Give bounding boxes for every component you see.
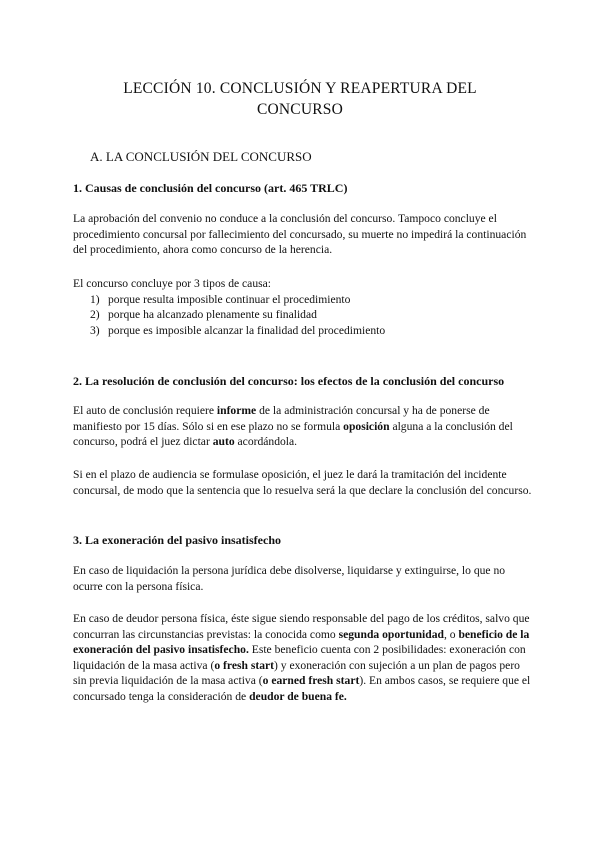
section-a-heading: A. LA CONCLUSIÓN DEL CONCURSO <box>90 149 312 164</box>
title-line-1: LECCIÓN 10. CONCLUSIÓN Y REAPERTURA DEL <box>123 80 477 97</box>
section-1-paragraph-2 <box>73 276 533 338</box>
section-1-heading: 1. Causas de conclusión del concurso (art. 465 TRLC) <box>73 181 348 195</box>
section-2-paragraph-2: Si en el plazo de audiencia se formulase oposición, el juez le dará la tramitación del incidente concursal, de modo que la sentencia que lo resuelva será la que declare la conclusión del concurso. <box>73 468 532 497</box>
list-item: 3) porque es imposible alcanzar la finalidad del procedimiento <box>90 323 386 337</box>
section-1-paragraph-1: La aprobación del convenio no conduce a la conclusión del concurso. Tampoco concluye el procedimiento concursal por fallecimiento del concursado, su muerte no impedirá la continuación del procedimiento, ahora como concurso de la herencia. <box>73 212 527 257</box>
section-3-heading: 3. La exoneración del pasivo insatisfecho <box>73 533 282 547</box>
page-title <box>60 78 540 120</box>
section-2-paragraph-1: El auto de conclusión requiere informe de la administración concursal y ha de ponerse de manifiesto por 15 días. Sólo si en ese plazo no se formula oposición alguna a la conclusión del concurso, podrá el juez dictar auto acordándola. <box>73 404 513 449</box>
section-3-paragraph-1: En caso de liquidación la persona jurídica debe disolverse, liquidarse y extinguirse, lo que no ocurre con la persona física. <box>73 564 506 593</box>
list-item: 1) porque resulta imposible continuar el procedimiento <box>90 292 351 306</box>
section-3-paragraph-2: En caso de deudor persona física, éste sigue siendo responsable del pago de los créditos, salvo que concurran las circunstancias previstas: la conocida como segunda oportunidad, o beneficio de la exoneración del pasivo insatisfecho. Este beneficio cuenta con 2 posibilidades: exoneración con liquidación de la masa activa (o fresh start) y exoneración con sujeción a un plan de pagos pero sin previa liquidación de la masa activa (o earned fresh start). En ambos casos, se requiere que el concursado tenga la consideración de deudor de buena fe. <box>73 612 531 703</box>
title-line-2: CONCURSO <box>256 101 343 118</box>
causes-intro: El concurso concluye por 3 tipos de causa: <box>73 277 271 290</box>
causes-list <box>73 292 533 339</box>
list-item: 2) porque ha alcanzado plenamente su finalidad <box>90 308 317 322</box>
section-2-heading: 2. La resolución de conclusión del concurso: los efectos de la conclusión del concurso <box>73 374 505 388</box>
